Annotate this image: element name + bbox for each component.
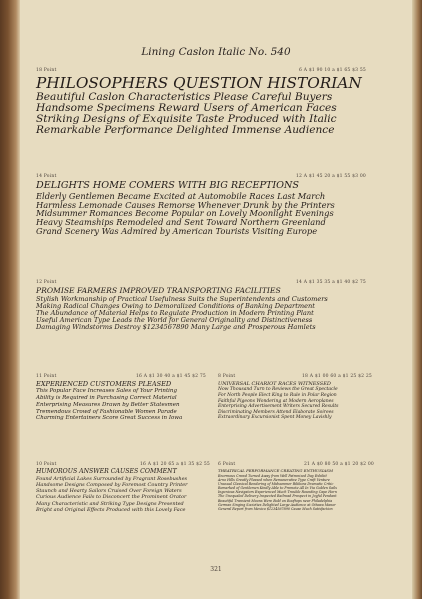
specimen-line: Arno Hills Greatly Pleased when Remunerative Type Craft Venture (218, 477, 330, 482)
specimen-line: Midsummer Romances Become Popular on Lovely Moonlight Evenings (36, 208, 334, 219)
specimen-line: Heavy Steamships Remodeled and Sent Toward Northern Greenland (36, 217, 326, 228)
size-label: 18 Point (36, 68, 57, 73)
specimen-line: Enormous Crowd Turned Away from Well Patronized Day Exhibit (218, 473, 327, 478)
specimen-line: Found Artificial Lakes Surrounded by Fragrant Rosebushes (36, 475, 188, 482)
specimen-line: Staunch and Hearty Sailors Cruised Over Foreign Waters (36, 488, 182, 494)
specimen-line: EXPERIENCED CUSTOMERS PLEASED (36, 380, 172, 388)
specimen-line: Damaging Windstorms Destroy $1234567890 Many Large and Prosperous Hamlets (36, 322, 316, 331)
block-14-point (36, 174, 366, 236)
block-meta (36, 280, 366, 285)
price-label: 16 A $1 20 65 a $1 35 $2 55 (139, 462, 210, 467)
size-label: 8 Point (218, 374, 236, 379)
block-18-point (36, 68, 366, 136)
specimen-line: Beautiful Transient Moons Were Bold on Rooftops near Philadelphia (218, 498, 333, 503)
specimen-line: The Unequaled Delivery Inspected Railroad Prospect in Joyful Pendant (218, 494, 337, 499)
specimen-line: Making Radical Changes Owing to Demoralized Conditions of Banking Department (36, 301, 315, 310)
size-label: 10 Point (36, 462, 57, 467)
block-meta (218, 374, 372, 379)
specimen-line: Faithful Pigeons Wondering at Modern Aeroplanes (218, 398, 334, 404)
specimen-line: Discriminating Members Attend Elaborate Soirees (218, 409, 334, 415)
specimen-line: General Report from Mexico $1234567890 Cause Much Satisfaction (218, 506, 333, 511)
specimen-line: Unusual Classical Rendering of Midsummer Ribbons Dramatic Critic (218, 482, 334, 487)
book-spine-edge (0, 0, 20, 599)
specimen-line: Ability is Required in Purchasing Correct Material (36, 394, 177, 401)
specimen-line: This Popular Face Increases Sales of Your Printing (36, 387, 177, 394)
specimen-line: Remarkable Performance Delighted Immense Audience (36, 124, 335, 137)
specimen-line: For North People Elect King to Rule in Polar Region (218, 392, 337, 398)
specimen-line: Handsome Specimens Reward Users of American Faces (36, 102, 337, 115)
specimen-line: Striking Designs of Exquisite Taste Produced with Italic (36, 113, 337, 126)
specimen-line: German Singing Societies Delighted Large Audience at Ottawa Manor (218, 502, 336, 507)
block-6-point (218, 462, 374, 511)
price-label: 16 A $1 30 40 a $1 45 $2 75 (135, 374, 206, 379)
specimen-line: Stylish Workmanship of Practical Usefulness Suits the Superintendents and Customers (36, 294, 328, 303)
block-meta (36, 174, 366, 179)
price-label: 6 A $1 90 10 a $1 65 $3 55 (299, 68, 366, 73)
specimen-line: Charming Entertainers Score Great Success in Iowa (36, 415, 183, 422)
specimen-line: Ingenious Navigators Experienced Much Trouble Rounding Cape Horn (218, 490, 337, 495)
specimen-line: Elderly Gentlemen Became Excited at Automobile Races Last March (36, 191, 326, 202)
block-meta (36, 374, 206, 379)
book-page-edge (412, 0, 422, 599)
specimen-line: Many Characteristic and Striking Type Designs Presented (36, 500, 184, 507)
specimen-line: DELIGHTS HOME COMERS WITH BIG RECEPTIONS (36, 180, 299, 191)
specimen-line: Now Thousand Turn to Reviews the Great Spectacle (218, 387, 338, 393)
specimen-line: THEATRICAL PERFORMANCE CREATING ENTHUSIASM (218, 468, 333, 473)
price-label: 18 A $1 00 60 a $1 25 $2 25 (301, 374, 372, 379)
page-number: 321 (210, 566, 222, 573)
specimen-line: Curious Audience Fails to Disconcert the Prominent Orator (36, 494, 187, 501)
specimen-line: Handsome Designs Composed by Foremost Country Printer (36, 481, 188, 488)
block-8-point (218, 374, 372, 421)
block-11-point (36, 374, 206, 422)
size-label: 14 Point (36, 174, 57, 179)
size-label: 12 Point (36, 280, 57, 285)
specimen-line: Enterprising Measures Drawn by Better Statesmen (36, 401, 180, 408)
specimen-line: Extraordinary Excursionist Spent Money Lavishly (218, 415, 332, 421)
block-meta (36, 68, 366, 73)
block-10-point (36, 462, 210, 513)
specimen-line: Harmless Lemonade Causes Remorse Whenever Drunk by the Printers (36, 199, 335, 210)
specimen-line: Useful American Type Leads the World for General Originality and Distinctiveness (36, 315, 313, 324)
specimen-line: Grand Scenery Was Admired by American Tourists Visiting Europe (36, 225, 318, 236)
specimen-line: Tremendous Crowd of Fashionable Women Parade (36, 408, 177, 415)
block-12-point (36, 280, 366, 331)
price-label: 14 A $1 35 35 a $1 40 $2 75 (295, 280, 366, 285)
block-meta (218, 462, 374, 467)
specimen-line: UNIVERSAL CHARIOT RACES WITNESSED (218, 381, 331, 387)
price-label: 21 A $0 80 50 a $1 20 $2 00 (303, 462, 374, 467)
specimen-line: Bright and Original Effects Produced with this Lovely Face (36, 506, 186, 513)
specimen-line: The Abundance of Material Helps to Regulate Production in Modern Printing Plant (36, 308, 314, 317)
specimen-line: PROMISE FARMERS IMPROVED TRANSPORTING FACILITIES (36, 286, 281, 295)
specimen-line: Enterprising Advertisement Writers Secured Results (218, 404, 339, 410)
page-title: Lining Caslon Italic No. 540 (141, 46, 291, 58)
specimen-page (20, 0, 412, 599)
price-label: 12 A $1 45 20 a $1 55 $3 00 (295, 174, 366, 179)
size-label: 6 Point (218, 462, 236, 467)
block-meta (36, 462, 210, 467)
size-label: 11 Point (36, 374, 57, 379)
specimen-line: PHILOSOPHERS QUESTION HISTORIAN (36, 74, 362, 92)
specimen-line: Beautiful Caslon Characteristics Please Careful Buyers (36, 91, 333, 104)
specimen-line: Remarked of Gentlemen Kindly Able to Promote All In Via Golden Sails (218, 486, 337, 491)
specimen-line: HUMOROUS ANSWER CAUSES COMMENT (36, 468, 177, 475)
